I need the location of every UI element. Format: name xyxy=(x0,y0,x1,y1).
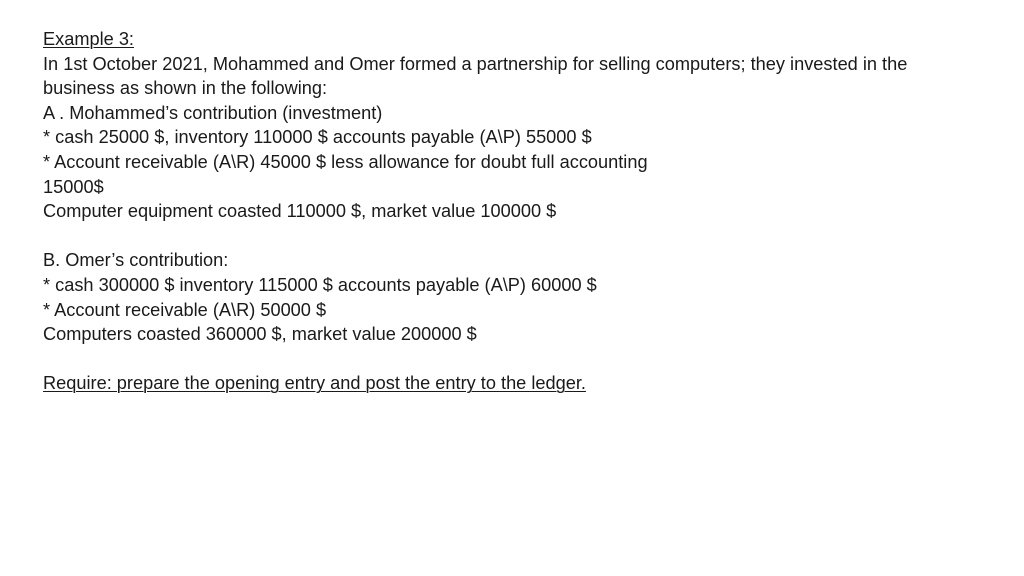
intro-line-1: In 1st October 2021, Mohammed and Omer formed a partnership for selling computers; they invested in the xyxy=(43,53,908,74)
section-a-line-3: 15000$ xyxy=(43,176,104,197)
section-b-line-2: * Account receivable (A\R) 50000 $ xyxy=(43,299,327,320)
section-b-title: B. Omer’s contribution: xyxy=(43,250,229,271)
section-b-line-3: Computers coasted 360000 $, market value 200000 $ xyxy=(43,324,477,345)
intro-line-2: business as shown in the following: xyxy=(43,78,328,99)
section-a-line-1: * cash 25000 $, inventory 110000 $ accounts payable (A\P) 55000 $ xyxy=(43,127,592,148)
section-a-line-4: Computer equipment coasted 110000 $, market value 100000 $ xyxy=(43,201,557,222)
requirement-text: Require: prepare the opening entry and post the entry to the ledger. xyxy=(43,373,586,394)
section-a-title: A . Mohammed’s contribution (investment) xyxy=(43,102,383,123)
section-b-line-1: * cash 300000 $ inventory 115000 $ accounts payable (A\P) 60000 $ xyxy=(43,274,597,295)
blank-spacer xyxy=(43,224,984,249)
blank-spacer xyxy=(43,347,984,372)
example-heading: Example 3: xyxy=(43,29,134,49)
section-a-line-2: * Account receivable (A\R) 45000 $ less allowance for doubt full accounting xyxy=(43,151,648,172)
